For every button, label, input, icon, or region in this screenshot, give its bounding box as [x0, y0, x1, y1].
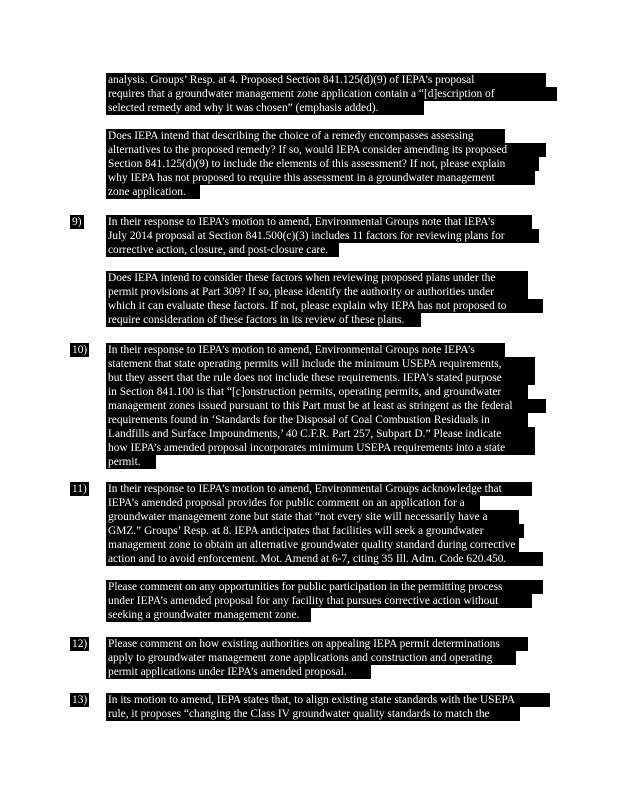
text-line: permit applications under IEPA’s amended proposal. — [106, 665, 371, 679]
question-number: 11) — [72, 483, 87, 495]
question-number: 13) — [72, 694, 88, 706]
text-line: permit. — [106, 455, 156, 469]
text-line: In their response to IEPA’s motion to amend, Environmental Groups note that IEPA’s — [106, 215, 532, 229]
text-line: action and to avoid enforcement. Mot. Amend at 6-7, citing 35 Ill. Adm. Code 620.450. — [106, 552, 543, 566]
text-line: seeking a groundwater management zone. — [106, 608, 311, 622]
text-line: Does IEPA intend that describing the choice of a remedy encompasses assessing — [106, 129, 505, 143]
text-line: statement that state operating permits will include the minimum USEPA requirements, — [106, 357, 535, 371]
text-line: why IEPA has not proposed to require this assessment in a groundwater management — [106, 171, 535, 185]
text-line: management zones issued pursuant to this Part must be at least as stringent as the federal — [106, 399, 546, 413]
text-line: Landfills and Surface Impoundments,’ 40 C.F.R. Part 257, Subpart D.” Please indicate — [106, 427, 535, 441]
text-line: Does IEPA intend to consider these factors when reviewing proposed plans under the — [106, 271, 528, 285]
text-line: Please comment on how existing authorities on appealing IEPA permit determinations — [106, 637, 528, 651]
text-line: selected remedy and why it was chosen” (emphasis added). — [106, 101, 424, 115]
text-line: require consideration of these factors in its review of these plans. — [106, 313, 421, 327]
text-line: apply to groundwater management zone applications and construction and operating — [106, 651, 516, 665]
text-line: how IEPA’s amended proposal incorporates minimum USEPA requirements into a state — [106, 441, 535, 455]
question-number: 12) — [72, 638, 88, 650]
text-line: groundwater management zone but state that “not every site will necessarily have a — [106, 510, 519, 524]
text-line: requires that a groundwater management zone application contain a “[d]escription of — [106, 87, 557, 101]
text-line: Please comment on any opportunities for public participation in the permitting process — [106, 580, 543, 594]
text-line: in Section 841.100 is that “[c]onstruction permits, operating permits, and groundwater — [106, 385, 528, 399]
text-line: requirements found in ‘Standards for the Disposal of Coal Combustion Residuals in — [106, 413, 528, 427]
text-line: corrective action, closure, and post-closure care. — [106, 243, 339, 257]
text-line: management zone to obtain an alternative groundwater quality standard during corrective — [106, 538, 519, 552]
question-number: 10) — [72, 344, 88, 356]
text-line: Section 841.125(d)(9) to include the elements of this assessment? If not, please explain — [106, 157, 539, 171]
text-line: GMZ.” Groups’ Resp. at 8. IEPA anticipates that facilities will seek a groundwater — [106, 524, 524, 538]
text-line: permit provisions at Part 309? If so, please identify the authority or authorities under — [106, 285, 528, 299]
text-line: July 2014 proposal at Section 841.500(c)(3) includes 11 factors for reviewing plans for — [106, 229, 539, 243]
text-line: which it can evaluate these factors. If not, please explain why IEPA has not proposed to — [106, 299, 543, 313]
text-line: In their response to IEPA’s motion to amend, Environmental Groups acknowledge that — [106, 482, 532, 496]
text-line: but they assert that the rule does not include these requirements. IEPA’s stated purpose — [106, 371, 535, 385]
question-number: 9) — [72, 216, 82, 228]
text-line: under IEPA’s amended proposal for any facility that pursues corrective action without — [106, 594, 532, 608]
text-line: alternatives to the proposed remedy? If so, would IEPA consider amending its proposed — [106, 143, 546, 157]
text-line: zone application. — [106, 185, 200, 199]
text-line: IEPA’s amended proposal provides for public comment on an application for a — [106, 496, 480, 510]
text-line: In their response to IEPA’s motion to amend, Environmental Groups note IEPA’s — [106, 343, 505, 357]
text-line: In its motion to amend, IEPA states that, to align existing state standards with the USEPA — [106, 693, 550, 707]
text-line: rule, it proposes “changing the Class IV groundwater quality standards to match the — [106, 707, 520, 721]
text-line: analysis. Groups’ Resp. at 4. Proposed Section 841.125(d)(9) of IEPA’s proposal — [106, 73, 546, 87]
